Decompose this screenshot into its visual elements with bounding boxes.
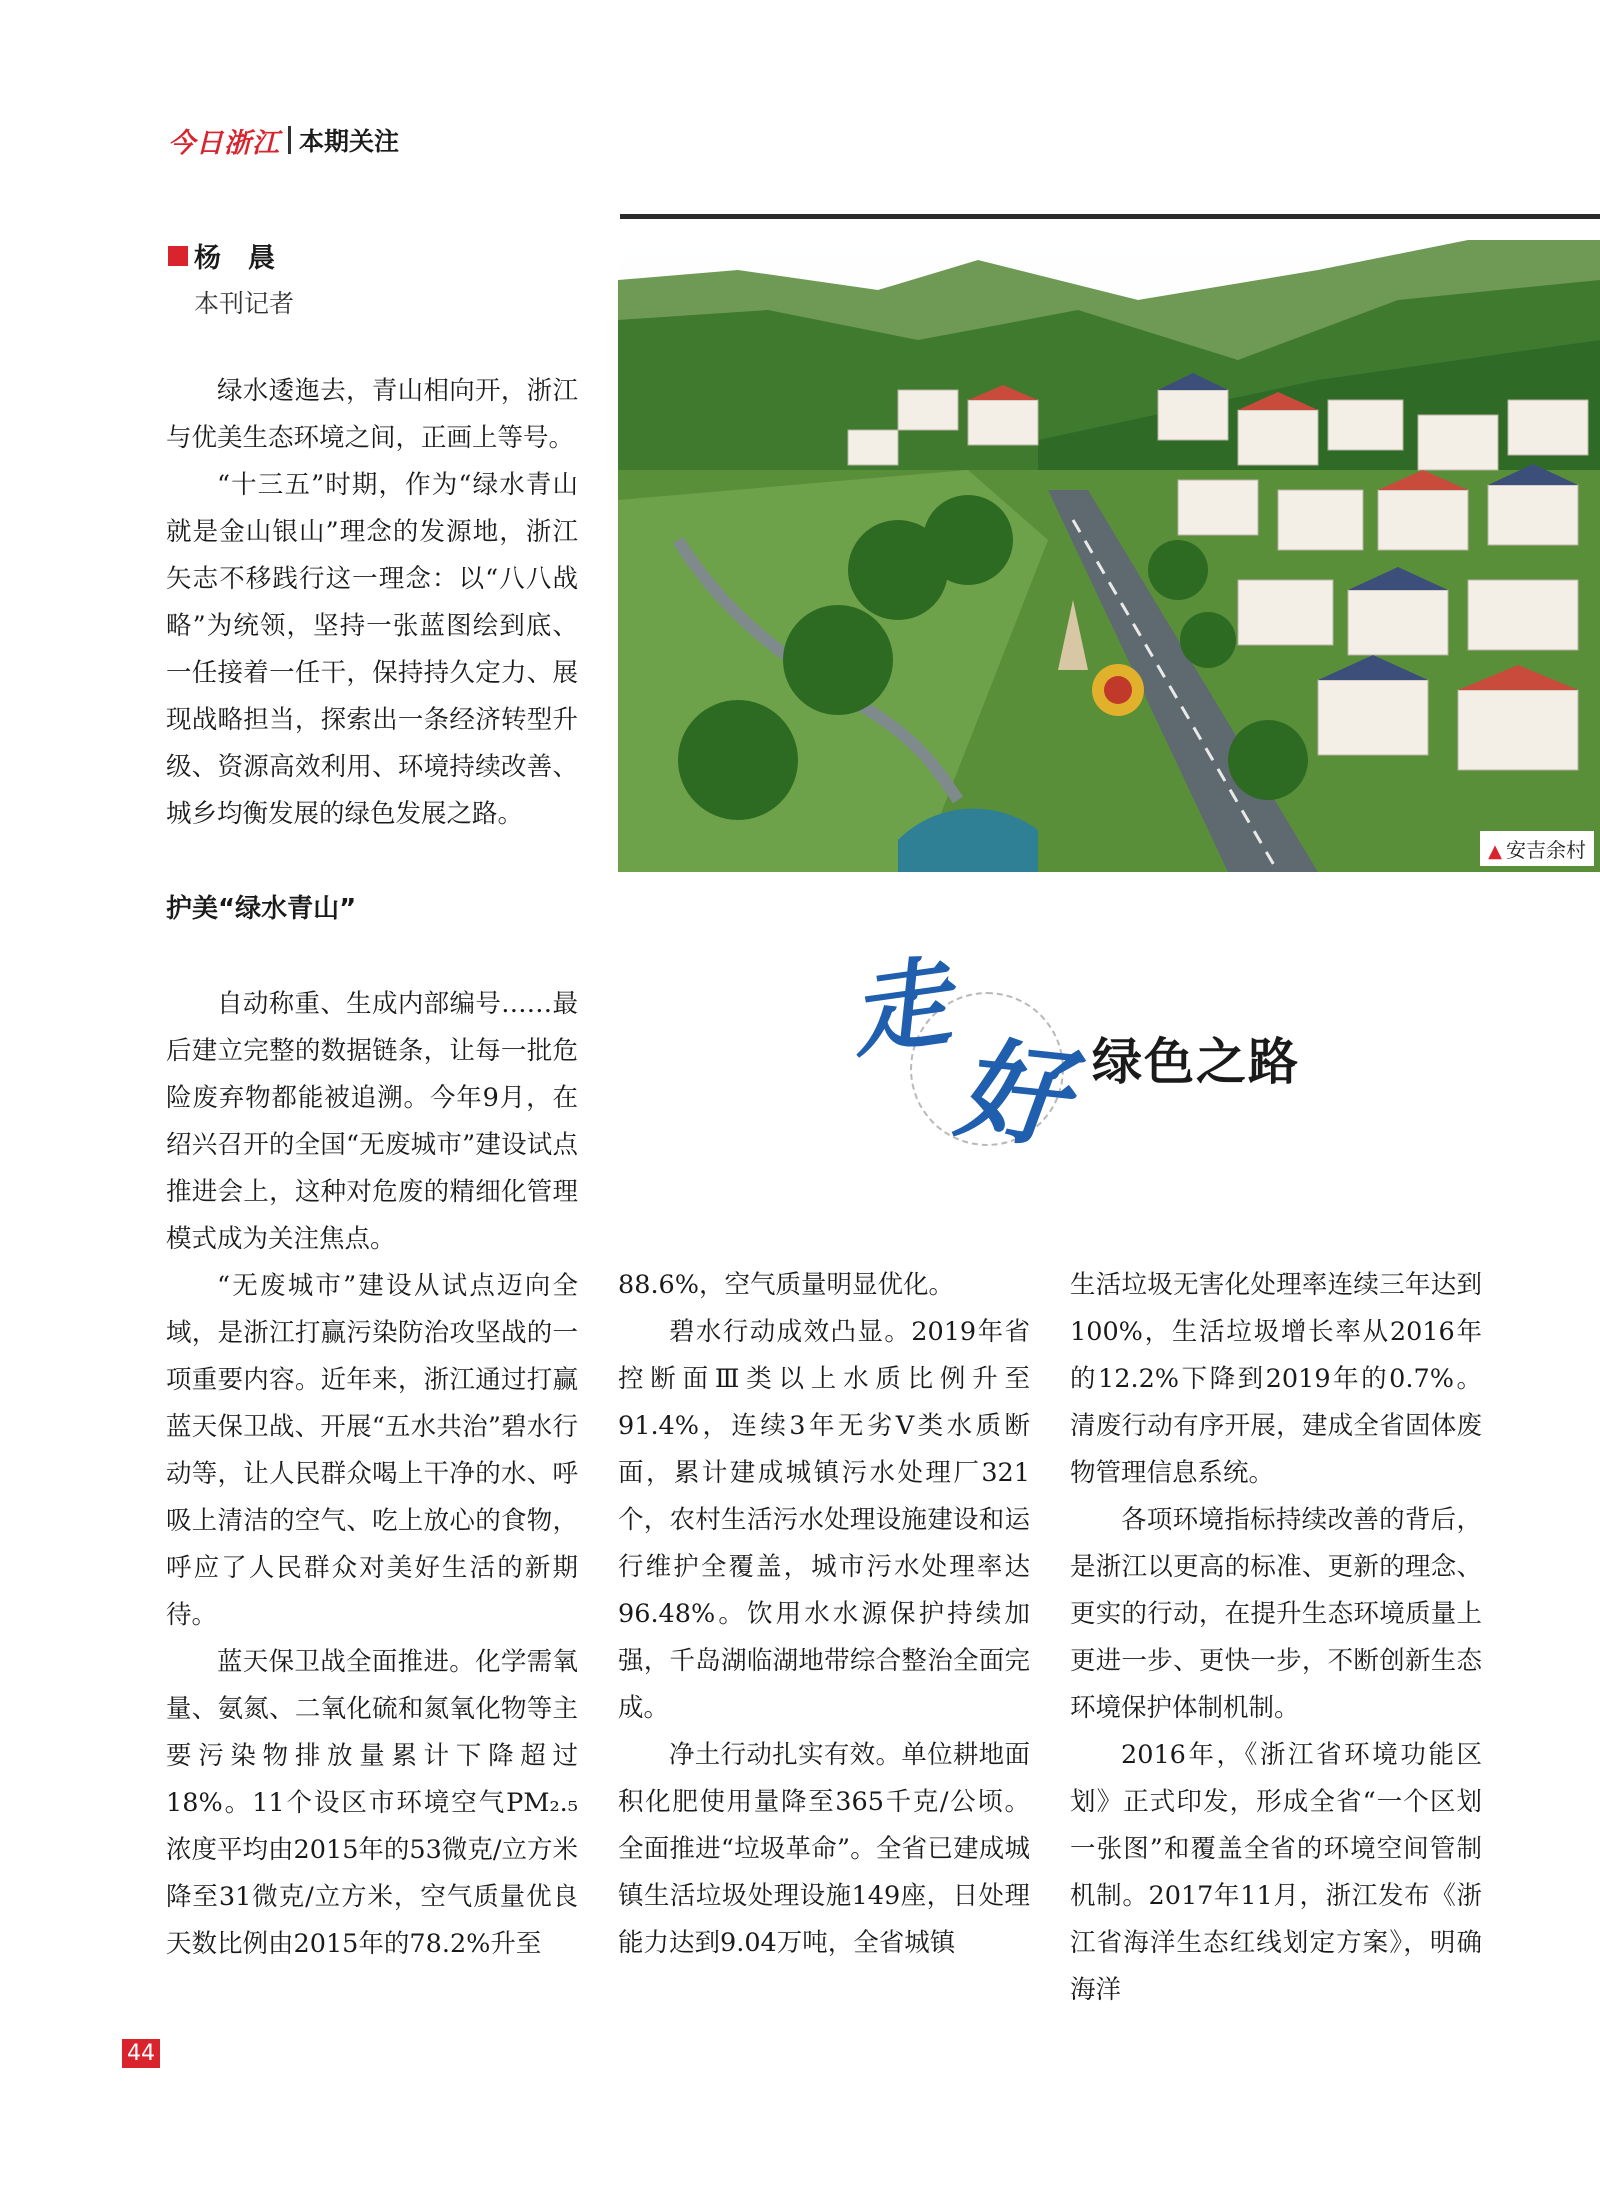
village-aerial-illustration xyxy=(618,240,1600,872)
body-paragraph-continued: 生活垃圾无害化处理率连续三年达到100%，生活垃圾增长率从2016年的12.2%下降到2019年的0.7%。清废行动有序开展，建成全省固体废物管理信息系统。 xyxy=(1070,1270,1482,1488)
author-name-text: 杨 晨 xyxy=(194,243,275,274)
body-column-2 xyxy=(618,1262,1030,1967)
body-paragraph: 自动称重、生成内部编号……最后建立完整的数据链条，让每一批危险废弃物都能被追溯。今年9月，在绍兴召开的全国“无废城市”建设试点推进会上，这种对危废的精细化管理模式成为关注焦点。 xyxy=(166,989,578,1254)
body-column-3 xyxy=(1070,1262,1482,2014)
body-paragraph: “无废城市”建设从试点迈向全域，是浙江打赢污染防治攻坚战的一项重要内容。近年来，浙江通过打赢蓝天保卫战、开展“五水共治”碧水行动等，让人民群众喝上干净的水、呼吸上清洁的空气、吃上放心的食物，呼应了人民群众对美好生活的新期待。 xyxy=(166,1271,578,1630)
body-paragraph: 净土行动扎实有效。单位耕地面积化肥使用量降至365千克/公顷。全面推进“垃圾革命”。全省已建成城镇生活垃圾处理设施149座，日处理能力达到9.04万吨，全省城镇 xyxy=(618,1740,1030,1958)
header-separator xyxy=(288,126,291,154)
section-name: 本期关注 xyxy=(299,127,400,156)
author-name xyxy=(168,236,275,275)
title-text: 绿色之路 xyxy=(1092,1032,1300,1091)
top-rule xyxy=(620,214,1600,219)
body-column-1 xyxy=(166,981,578,1968)
page-header xyxy=(168,122,399,158)
title-calligraphy-char-2: 好 xyxy=(950,1023,1074,1164)
author-role: 本刊记者 xyxy=(194,289,295,318)
author-square-icon xyxy=(168,246,188,266)
intro-column xyxy=(166,368,578,838)
body-paragraph: 2016年，《浙江省环境功能区划》正式印发，形成全省“一个区划一张图”和覆盖全省的环境空间管制机制。2017年11月，浙江发布《浙江省海洋生态红线划定方案》，明确海洋 xyxy=(1070,1740,1482,2005)
photo-caption xyxy=(1480,831,1594,866)
body-paragraph: 蓝天保卫战全面推进。化学需氧量、氨氮、二氧化硫和氮氧化物等主要污染物排放量累计下降超过18%。11个设区市环境空气PM₂.₅浓度平均由2015年的53微克/立方米降至31微克/立方米，空气质量优良天数比例由2015年的78.2%升至 xyxy=(166,1647,578,1959)
body-paragraph: 各项环境指标持续改善的背后，是浙江以更高的标准、更新的理念、更实的行动，在提升生态环境质量上更进一步、更快一步，不断创新生态环境保护体制机制。 xyxy=(1070,1505,1482,1723)
title-calligraphy-char-1: 走 xyxy=(843,944,957,1073)
page-number: 44 xyxy=(122,2039,160,2068)
body-paragraph-continued: 88.6%，空气质量明显优化。 xyxy=(618,1270,955,1300)
intro-paragraph: “十三五”时期，作为“绿水青山就是金山银山”理念的发源地，浙江矢志不移践行这一理念：以“八八战略”为统领，坚持一张蓝图绘到底、一任接着一任干，保持持久定力、展现战略担当，探索出一条经济转型升级、资源高效利用、环境持续改善、城乡均衡发展的绿色发展之路。 xyxy=(166,470,578,829)
intro-paragraph: 绿水逶迤去，青山相向开，浙江与优美生态环境之间，正画上等号。 xyxy=(166,376,578,453)
article-title xyxy=(843,930,1370,1170)
triangle-icon: ▲ xyxy=(1488,841,1502,862)
subheading: 护美“绿水青山” xyxy=(166,894,357,924)
body-paragraph: 碧水行动成效凸显。2019年省控断面Ⅲ类以上水质比例升至91.4%，连续3年无劣Ⅴ类水质断面，累计建成城镇污水处理厂321个，农村生活污水处理设施建设和运行维护全覆盖，城市污水处理率达96.48%。饮用水水源保护持续加强，千岛湖临湖地带综合整治全面完成。 xyxy=(618,1317,1030,1723)
magazine-logo: 今日浙江 xyxy=(168,127,280,159)
village-photo xyxy=(618,240,1600,872)
photo-caption-text: 安吉余村 xyxy=(1506,838,1586,862)
